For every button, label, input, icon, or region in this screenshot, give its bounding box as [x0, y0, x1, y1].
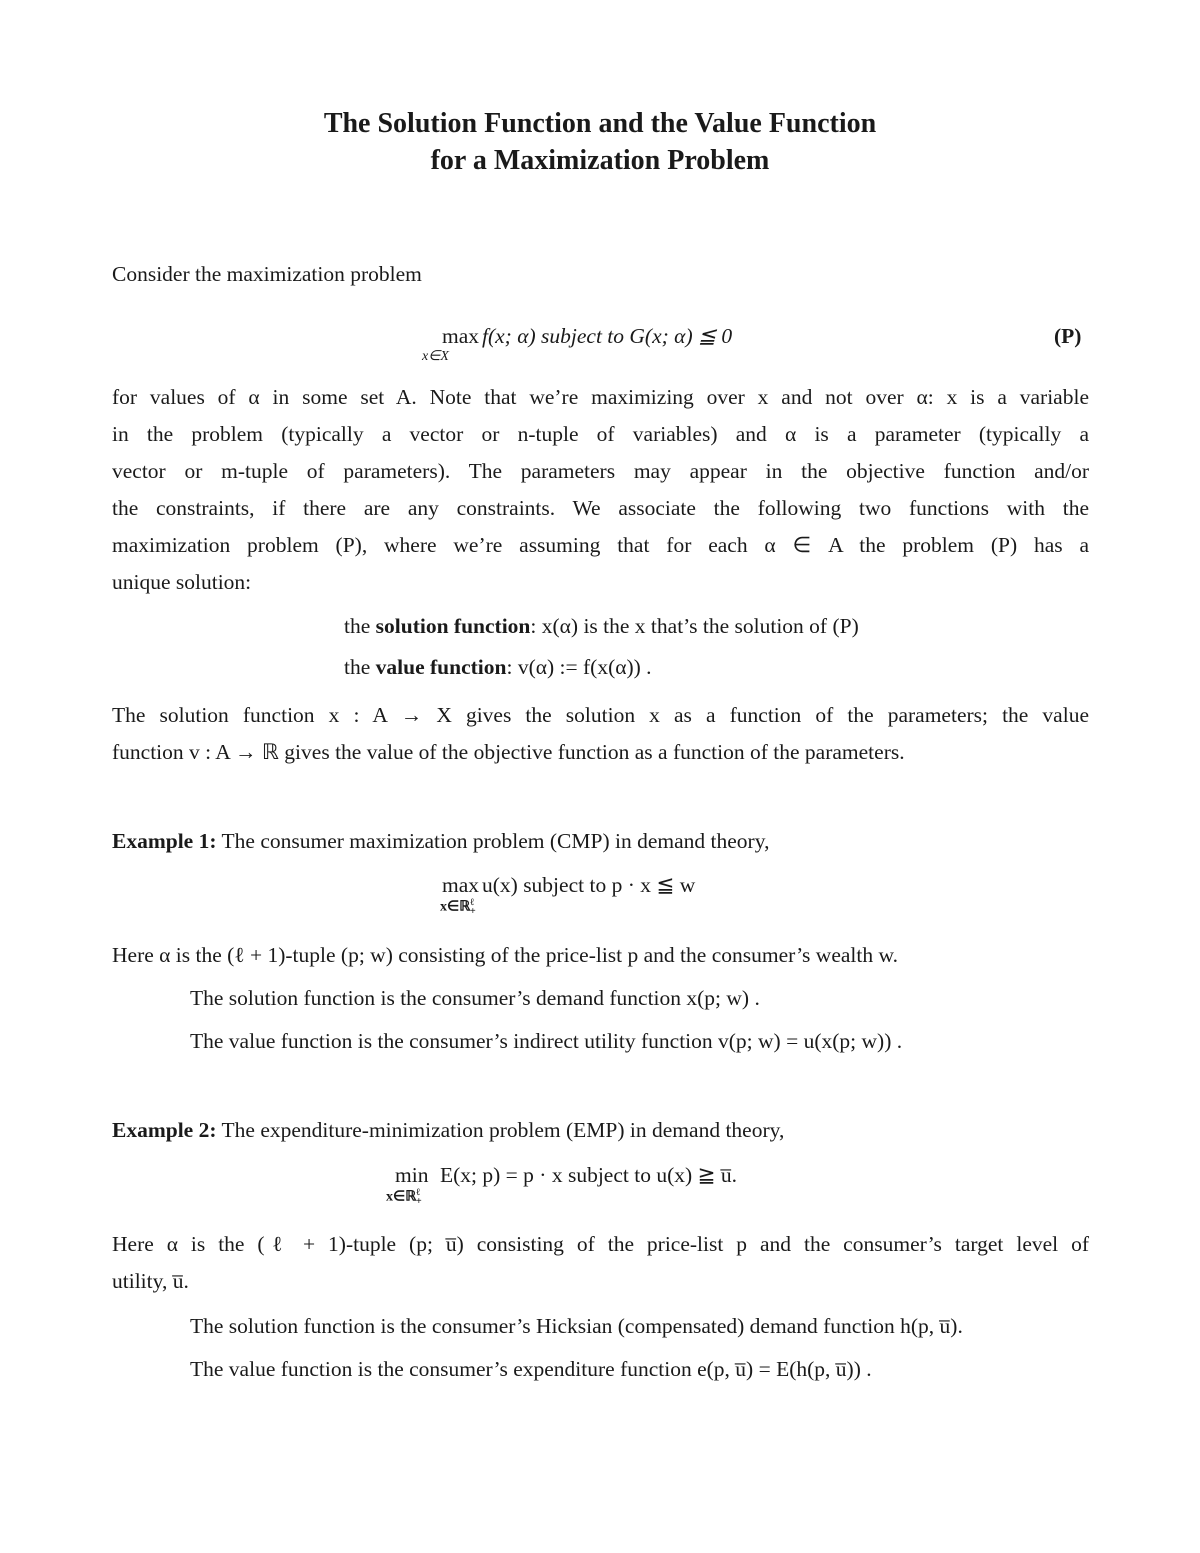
value-fn-prefix: the	[344, 655, 371, 679]
solution-fn-prefix: the	[344, 614, 371, 638]
para-line-4: the constraints, if there are any constraints. We associate the following two functions with the	[112, 496, 1089, 520]
ex1-under-sub: +	[470, 906, 476, 918]
ex2-here-line-2: utility, u̅.	[112, 1269, 189, 1293]
solution-function-def	[344, 614, 859, 639]
solution-fn-rest: : x(α) is the x that’s the solution of (P)	[530, 614, 859, 638]
ex2-here-line-1: Here α is the (ℓ + 1)-tuple (p; u̅) consisting of the price-list p and the consumer’s target level of	[112, 1232, 1089, 1256]
eq-p-max: max	[442, 324, 480, 348]
ex2-solution: The solution function is the consumer’s Hicksian (compensated) demand function h(p, u̅).	[190, 1314, 963, 1338]
ex2-eq-expr: E(x; p) = p · x subject to u(x) ≧ u̅.	[440, 1163, 738, 1187]
example2-label: Example 2:	[112, 1118, 217, 1142]
ex1-under-set: x∈ℝ	[440, 899, 471, 915]
summary-line-1: The solution function x : A → X gives the solution x as a function of the parameters; the value	[112, 703, 1089, 727]
intro-consider: Consider the maximization problem	[112, 262, 422, 286]
example1-heading	[112, 829, 769, 854]
para-line-2: in the problem (typically a vector or n-tuple of variables) and α is a parameter (typically a	[112, 422, 1089, 446]
ex1-eq-expr: u(x) subject to p · x ≦ w	[482, 873, 696, 897]
value-function-def	[344, 655, 652, 680]
ex2-value: The value function is the consumer’s expenditure function e(p, u̅) = E(h(p, u̅)) .	[190, 1357, 872, 1381]
ex1-eq-max: max	[442, 873, 480, 897]
para-line-6: unique solution:	[112, 570, 252, 594]
ex2-eq-under	[386, 1187, 422, 1207]
ex1-eq-under	[440, 897, 476, 917]
eq-p-label: (P)	[1054, 324, 1082, 348]
ex1-value: The value function is the consumer’s indirect utility function v(p; w) = u(x(p; w)) .	[190, 1029, 903, 1053]
ex2-eq-min: min	[395, 1163, 429, 1187]
para-line-5: maximization problem (P), where we’re assuming that for each α ∈ A the problem (P) has a	[112, 533, 1089, 557]
ex2-under-sup: ℓ	[416, 1187, 421, 1198]
ex1-here: Here α is the (ℓ + 1)-tuple (p; w) consisting of the price-list p and the consumer’s wealth w.	[112, 943, 898, 967]
solution-fn-bold: solution function	[375, 614, 531, 638]
example2-heading-text: The expenditure-minimization problem (EMP) in demand theory,	[221, 1118, 785, 1142]
summary-line-2: function v : A → ℝ gives the value of the objective function as a function of the parameters.	[112, 740, 905, 764]
example2-heading	[112, 1118, 784, 1143]
title-line-1: The Solution Function and the Value Function	[323, 108, 877, 139]
value-fn-rest: : v(α) := f(x(α)) .	[506, 655, 652, 679]
eq-p-expr: f(x; α) subject to G(x; α) ≦ 0	[482, 324, 733, 348]
ex2-under-set: x∈ℝ	[386, 1189, 417, 1205]
example1-label: Example 1:	[112, 829, 217, 853]
title-line-2: for a Maximization Problem	[430, 145, 770, 176]
para-line-3: vector or m-tuple of parameters). The parameters may appear in the objective function and/or	[112, 459, 1089, 483]
para-line-1: for values of α in some set A. Note that we’re maximizing over x and not over α: x is a variable	[112, 385, 1089, 409]
ex1-solution: The solution function is the consumer’s demand function x(p; w) .	[190, 986, 760, 1010]
ex1-under-sup: ℓ	[470, 897, 475, 908]
ex2-under-sub: +	[416, 1196, 422, 1208]
value-fn-bold: value function	[375, 655, 507, 679]
eq-p-under: x∈X	[422, 349, 449, 364]
example1-heading-text: The consumer maximization problem (CMP) in demand theory,	[221, 829, 770, 853]
